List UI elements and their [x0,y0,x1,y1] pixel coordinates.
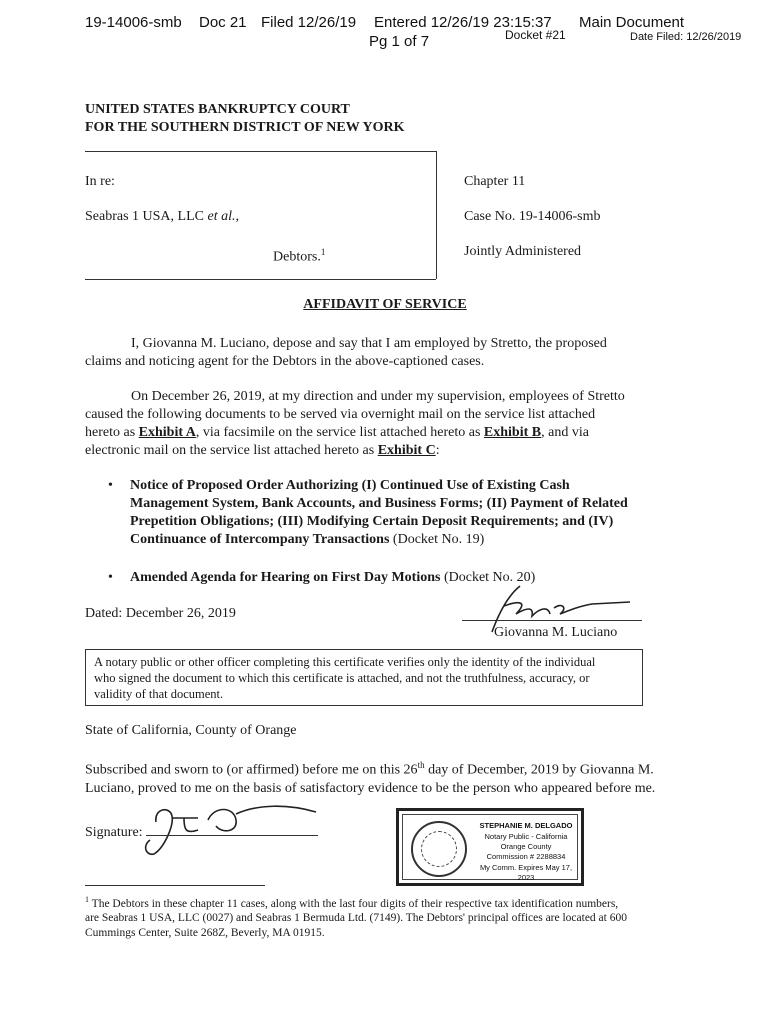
bullet-1-line-4 [130,531,690,549]
jurat-ordinal: th [417,760,425,770]
exhibit-a-ref: Exhibit A [138,425,196,440]
caption-in-re: In re: [85,174,115,189]
disclaimer-line-3: validity of that document. [94,687,224,701]
exhibit-c-ref: Exhibit C [377,443,436,458]
court-line-1: UNITED STATES BANKRUPTCY COURT [85,102,350,117]
bullet-1-line-4-bold: Continuance of Intercompany Transactions [130,532,390,547]
stamp-county: Orange County [500,842,552,851]
jurat [85,756,685,798]
footnote-line-3: Cummings Center, Suite 268Z, Beverly, MA 01915. [85,926,325,939]
footnote-mark: 1 [85,895,89,904]
jurat-line-1 [85,756,685,780]
court-line-2: FOR THE SOUTHERN DISTRICT OF NEW YORK [85,120,405,135]
notary-signature [138,800,338,860]
paragraph-1 [85,335,685,371]
affiant-signature-rule [462,620,642,621]
bullet-item-1 [130,477,690,549]
exhibit-b-ref: Exhibit B [483,425,542,440]
caption-bottom-rule [85,279,436,280]
caption-debtors [273,243,325,267]
footnote-line-1-text: The Debtors in these chapter 11 cases, along with the last four digits of their respective tax identification numbers, [89,897,619,910]
caption-debtors-footnote-mark: 1 [320,247,326,257]
stamp-commission: Commission # 2288834 [486,852,566,861]
caption-vertical-rule [436,151,437,279]
footnote [85,893,685,940]
header-date-filed: Date Filed: 12/26/2019 [630,31,742,43]
bullet-2-docket: (Docket No. 20) [440,570,536,585]
footnote-rule [85,885,265,886]
header-filed: Filed 12/26/19 [261,14,357,31]
caption-top-rule [85,151,436,152]
jurat-line-1-a: Subscribed and sworn to (or affirmed) before me on this 26 [85,762,418,778]
p2-line-3-text-e: , and via [541,425,589,440]
dated-line: Dated: December 26, 2019 [85,606,236,621]
jurat-line-2: Luciano, proved to me on the basis of satisfactory evidence to be the person who appeared before me. [85,780,656,796]
p1-line-1: I, Giovanna M. Luciano, depose and say that I am employed by Stretto, the proposed [131,336,607,351]
bullet-1-line-1: Notice of Proposed Order Authorizing (I) Continued Use of Existing Cash [130,478,570,493]
ecf-header [0,0,770,60]
venue: State of California, County of Orange [85,723,297,738]
notary-seal-icon [411,821,467,877]
caption-party-name: Seabras 1 USA, LLC [85,209,204,224]
notary-stamp-inner [402,814,578,880]
header-entered: Entered 12/26/19 23:15:37 [374,14,552,31]
p2-line-4-text-c: : [435,443,440,458]
disclaimer-line-2: who signed the document to which this certificate is attached, and not the truthfulness, accuracy, or [94,671,590,685]
p2-line-1: On December 26, 2019, at my direction and under my supervision, employees of Stretto [131,389,625,404]
affiant-name: Giovanna M. Luciano [494,625,618,640]
caption-party [85,208,239,226]
p1-line-2: claims and noticing agent for the Debtors in the above-captioned cases. [85,354,485,369]
bullet-2-bold: Amended Agenda for Hearing on First Day Motions [130,570,441,585]
bullet-1-line-3: Prepetition Obligations; (III) Modifying Certain Deposit Requirements; and (IV) [130,514,614,529]
header-doc: Doc 21 [199,14,247,31]
caption-party-etal: et al., [207,209,239,224]
court-heading [85,101,404,137]
footnote-line-1 [85,893,685,911]
header-docket: Docket #21 [505,28,566,42]
caption-case-no: Case No. 19-14006-smb [464,209,601,224]
document-title: AFFIDAVIT OF SERVICE [303,297,467,312]
bullet-1-dot: • [108,478,113,493]
header-main-document: Main Document [579,14,685,31]
p2-line-4 [85,442,685,460]
bullet-2-dot: • [108,570,113,585]
bullet-1-docket: (Docket No. 19) [389,532,485,547]
header-page: Pg 1 of 7 [369,33,430,50]
notary-stamp [396,808,584,886]
notary-signature-rule [146,835,318,836]
p2-line-4-text-a: electronic mail on the service list attached hereto as [85,443,378,458]
jurat-line-1-b: day of December, 2019 by Giovanna M. [424,762,654,778]
notary-disclaimer-text [86,650,642,706]
stamp-expires: My Comm. Expires May 17, 2023 [479,863,573,882]
paragraph-2 [85,388,685,460]
header-case-ref: 19-14006-smb [85,14,182,31]
caption-chapter: Chapter 11 [464,174,526,189]
p2-line-3-text-c: , via facsimile on the service list attached hereto as [195,425,484,440]
notary-disclaimer-box [85,649,643,706]
bullet-1-line-2: Management System, Bank Accounts, and Business Forms; (II) Payment of Related [130,496,628,511]
stamp-name: STEPHANIE M. DELGADO [479,821,573,830]
p2-line-2: caused the following documents to be served via overnight mail on the service list attached [85,407,596,422]
stamp-title: Notary Public - California [484,832,568,841]
p2-line-3 [85,424,685,442]
caption-debtors-label: Debtors. [273,249,321,265]
caption-jointly: Jointly Administered [464,244,582,259]
p2-line-3-text-a: hereto as [85,425,139,440]
footnote-line-2: are Seabras 1 USA, LLC (0027) and Seabras 1 Bermuda Ltd. (7149). The Debtors' principal offices are located at 600 [85,912,627,925]
signature-label: Signature: [85,825,143,840]
disclaimer-line-1: A notary public or other officer completing this certificate verifies only the identity of the individual [94,655,596,669]
